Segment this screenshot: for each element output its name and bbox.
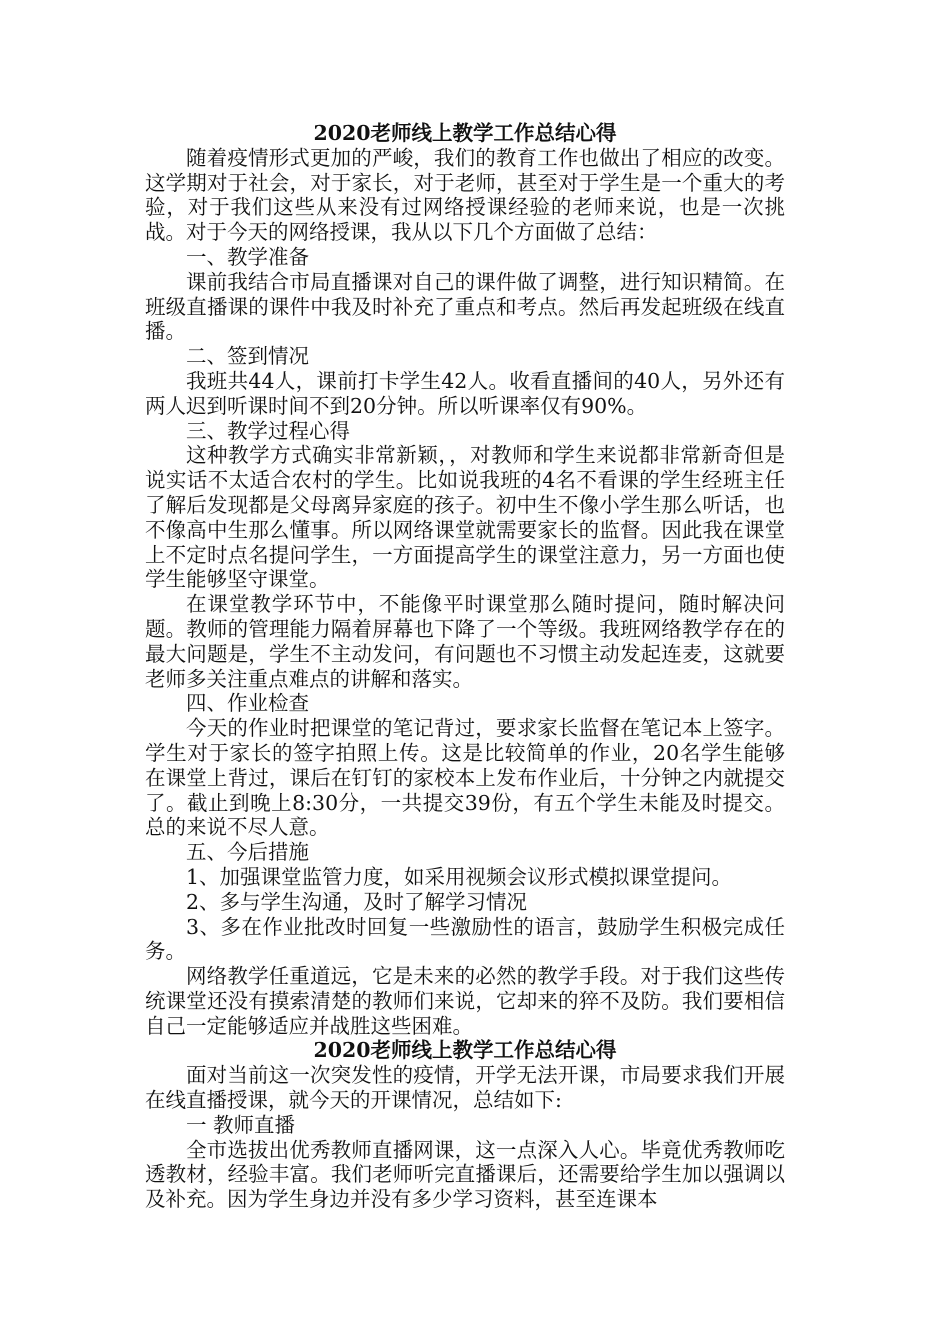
heading-teaching-preparation: 一、教学准备	[186, 244, 309, 269]
intro-paragraph: 随着疫情形式更加的严峻，我们的教育工作也做出了相应的改变。这学期对于社会，对于家长，对于老师，甚至对于学生是一个重大的考验，对于我们这些从来没有过网络授课经验的老师来说，也是一次挑战。对于今天的网络授课，我从以下几个方面做了总结：	[145, 145, 785, 245]
heading-teacher-broadcast: 一 教师直播	[186, 1112, 296, 1137]
paragraph: 在课堂教学环节中，不能像平时课堂那么随时提问，随时解决问题。教师的管理能力隔着屏幕也下降了一个等级。我班网络教学存在的最大问题是，学生不主动发问，有问题也不习惯主动发起连麦，这就要老师多关注重点难点的讲解和落实。	[145, 592, 785, 691]
heading-homework-check: 四、作业检查	[186, 691, 309, 716]
list-item: 3、多在作业批改时回复一些激励性的语言，鼓励学生积极完成任务。	[145, 914, 785, 964]
paragraph: 我班共44人，课前打卡学生42人。收看直播间的40人，另外还有两人迟到听课时间不到20分钟。所以听课率仅有90%。	[145, 368, 785, 418]
section-title: 2020老师线上教学工作总结心得	[313, 121, 617, 145]
document-page	[145, 121, 785, 1212]
list-item: 1、加强课堂监管力度，如采用视频会议形式模拟课堂提问。	[186, 864, 733, 889]
paragraph: 这种教学方式确实非常新颖，，对教师和学生来说都非常新奇但是说实话不太适合农村的学生。比如说我班的4名不看课的学生经班主任了解后发现都是父母离异家庭的孩子。初中生不像小学生那么听话，也不像高中生那么懂事。所以网络课堂就需要家长的监督。因此我在课堂上不定时点名提问学生，一方面提高学生的课堂注意力，另一方面也使学生能够坚守课堂。	[145, 443, 785, 592]
intro-paragraph: 面对当前这一次突发性的疫情，开学无法开课，市局要求我们开展在线直播授课，就今天的开课情况，总结如下:	[145, 1063, 785, 1113]
section-title: 2020老师线上教学工作总结心得	[313, 1038, 617, 1063]
list-item: 2、多与学生沟通，及时了解学习情况	[186, 889, 528, 914]
heading-future-measures: 五、今后措施	[186, 840, 309, 865]
closing-paragraph: 网络教学任重道远，它是未来的必然的教学手段。对于我们这些传统课堂还没有摸索清楚的教师们来说，它却来的猝不及防。我们要相信自己一定能够适应并战胜这些困难。	[145, 964, 785, 1038]
paragraph: 今天的作业时把课堂的笔记背过，要求家长监督在笔记本上签字。学生对于家长的签字拍照上传。这是比较简单的作业，20名学生能够在课堂上背过，课后在钉钉的家校本上发布作业后，十分钟之内就提交了。截止到晚上8:30分，一共提交39份，有五个学生未能及时提交。总的来说不尽人意。	[145, 716, 785, 840]
paragraph: 全市选拔出优秀教师直播网课，这一点深入人心。毕竟优秀教师吃透教材，经验丰富。我们老师听完直播课后，还需要给学生加以强调以及补充。因为学生身边并没有多少学习资料，甚至连课本	[145, 1137, 785, 1212]
heading-teaching-process: 三、教学过程心得	[186, 418, 350, 443]
paragraph: 课前我结合市局直播课对自己的课件做了调整，进行知识精简。在班级直播课的课件中我及时补充了重点和考点。然后再发起班级在线直播。	[145, 269, 785, 344]
heading-attendance: 二、签到情况	[186, 344, 309, 369]
